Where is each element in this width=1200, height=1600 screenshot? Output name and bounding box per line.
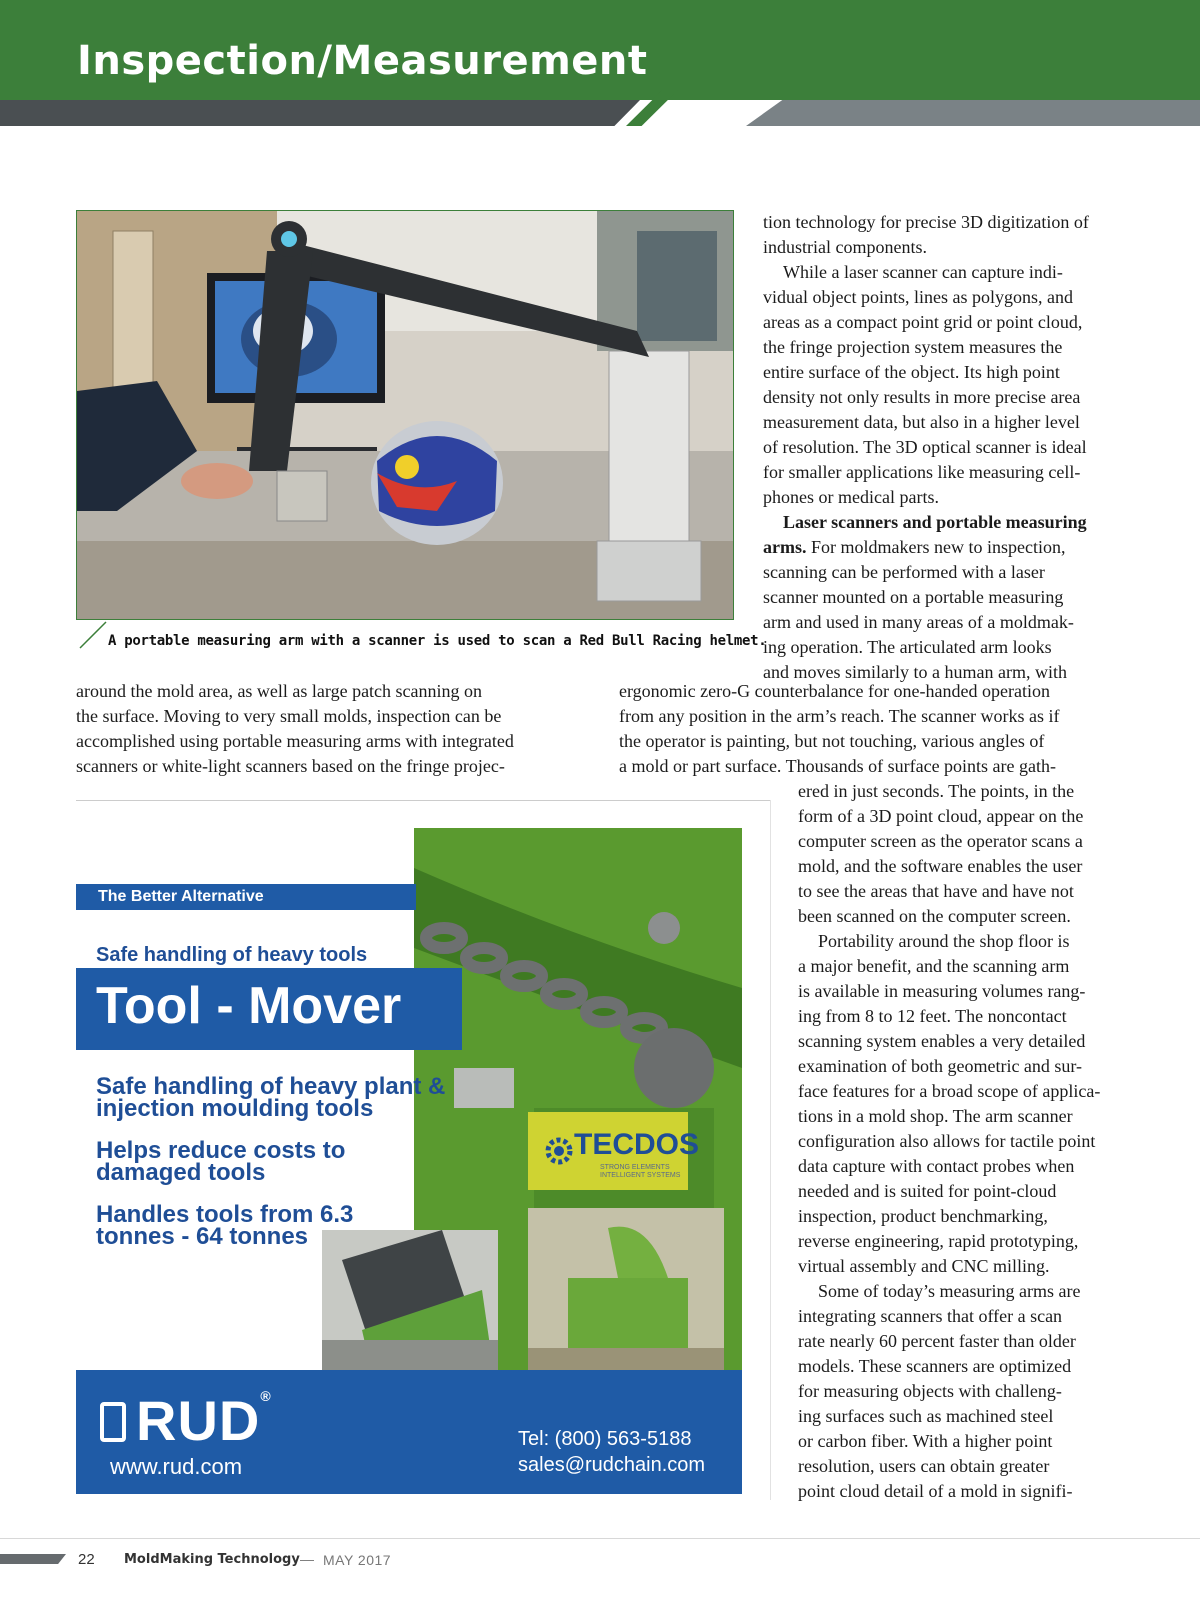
- publication-name: MoldMaking Technology: [124, 1552, 300, 1567]
- rud-brand-text: RUD: [136, 1389, 261, 1452]
- ad-phone[interactable]: Tel: (800) 563-5188: [518, 1428, 692, 1450]
- text-line: for measuring objects with challeng-: [798, 1381, 1062, 1401]
- text-line: computer screen as the operator scans a: [798, 831, 1083, 851]
- section-title: Inspection/Measurement: [77, 38, 648, 84]
- issue-date: MAY 2017: [323, 1552, 392, 1568]
- text-line: areas as a compact point grid or point cloud,: [763, 312, 1083, 332]
- text-line: scanner mounted on a portable measuring: [763, 587, 1064, 607]
- tecdos-tagline-line: STRONG ELEMENTS: [600, 1164, 670, 1171]
- footer-accent-bar: [0, 1554, 66, 1564]
- text-line: arm and used in many areas of a moldmak-: [763, 612, 1074, 632]
- text-line: rate nearly 60 percent faster than older: [798, 1331, 1076, 1351]
- text-line: industrial components.: [763, 237, 927, 257]
- ad-inset-photo-tool-mover: [528, 1208, 724, 1370]
- rud-chain-icon: [100, 1402, 126, 1442]
- text-line: the surface. Moving to very small molds, inspection can be: [76, 706, 502, 726]
- text-line: models. These scanners are optimized: [798, 1356, 1072, 1376]
- text-line: inspection, product benchmarking,: [798, 1206, 1048, 1226]
- ad-bullet-2: [96, 1137, 346, 1186]
- ad-bullet-line: tonnes - 64 tonnes: [96, 1223, 309, 1250]
- ad-bullet-line: Safe handling of heavy plant &: [96, 1073, 446, 1100]
- caption-slash-icon: [78, 620, 108, 650]
- text-line: ing from 8 to 12 feet. The noncontact: [798, 1006, 1067, 1026]
- left-column-mid: [76, 679, 514, 779]
- text-line: integrating scanners that offer a scan: [798, 1306, 1063, 1326]
- text-line: Portability around the shop floor is: [818, 931, 1070, 951]
- ad-tagline: The Better Alternative: [76, 884, 416, 910]
- photo-caption: A portable measuring arm with a scanner is used to scan a Red Bull Racing helmet.: [108, 633, 767, 649]
- text-line: accomplished using portable measuring arms with integrated: [76, 731, 514, 751]
- ad-bullet-line: damaged tools: [96, 1159, 266, 1186]
- text-line: Some of today’s measuring arms are: [818, 1281, 1081, 1301]
- text-line: ing operation. The articulated arm looks: [763, 637, 1052, 657]
- text-line: virtual assembly and CNC milling.: [798, 1256, 1050, 1276]
- text-line: ergonomic zero-G counterbalance for one-handed operation: [619, 681, 1050, 701]
- text-line: for smaller applications like measuring cell-: [763, 462, 1081, 482]
- subheading-line: [763, 510, 1089, 535]
- page-number: 22: [78, 1551, 95, 1568]
- ad-side-rule: [770, 800, 771, 1500]
- text-line: needed and is suited for point-cloud: [798, 1181, 1057, 1201]
- text-line: resolution, users can obtain greater: [798, 1456, 1050, 1476]
- text-line: a mold or part surface. Thousands of surface points are gath-: [619, 756, 1057, 776]
- text-line: tions in a mold shop. The arm scanner: [798, 1106, 1073, 1126]
- center-column-mid: [619, 679, 1060, 779]
- text-line: a major benefit, and the scanning arm: [798, 956, 1070, 976]
- text-line: form of a 3D point cloud, appear on the: [798, 806, 1084, 826]
- ad-inset-photo-tilted-mold: [322, 1230, 498, 1374]
- ad-bullet-3: [96, 1201, 354, 1250]
- subheading-bold: arms.: [763, 537, 807, 557]
- text-line: and moves similarly to a human arm, with: [763, 662, 1067, 682]
- ad-subtitle: Safe handling of heavy tools: [96, 944, 368, 966]
- header-gray-stripe: [746, 100, 1200, 126]
- text-line: examination of both geometric and sur-: [798, 1056, 1083, 1076]
- text-line: reverse engineering, rapid prototyping,: [798, 1231, 1079, 1251]
- text-line: vidual object points, lines as polygons, and: [763, 287, 1073, 307]
- text-line: mold, and the software enables the user: [798, 856, 1083, 876]
- gear-icon: [544, 1136, 574, 1166]
- rud-advertisement[interactable]: [76, 828, 742, 1494]
- text-line: face features for a broad scope of applica-: [798, 1081, 1101, 1101]
- rud-brand-logo: [100, 1388, 272, 1453]
- tecdos-tagline-line: INTELLIGENT SYSTEMS: [600, 1172, 681, 1179]
- tecdos-logo-text: TECDOS: [574, 1128, 700, 1161]
- text-line: density not only results in more precise area: [763, 387, 1081, 407]
- text-line: or carbon fiber. With a higher point: [798, 1431, 1053, 1451]
- header-dark-stripe: [0, 100, 640, 126]
- registered-mark: ®: [260, 1388, 272, 1404]
- text-line: to see the areas that have and have not: [798, 881, 1074, 901]
- text-line: entire surface of the object. Its high point: [763, 362, 1060, 382]
- ad-bullet-line: Helps reduce costs to: [96, 1137, 346, 1164]
- ad-bullet-line: Handles tools from 6.3: [96, 1201, 354, 1228]
- text-line: point cloud detail of a mold in signifi-: [798, 1481, 1073, 1501]
- text-line: scanning system enables a very detailed: [798, 1031, 1086, 1051]
- text-line: scanning can be performed with a laser: [763, 562, 1045, 582]
- text-line: scanners or white-light scanners based on the fringe projec-: [76, 756, 505, 776]
- text-line: from any position in the arm’s reach. The scanner works as if: [619, 706, 1060, 726]
- text-line: While a laser scanner can capture indi-: [783, 262, 1063, 282]
- text-line: phones or medical parts.: [763, 487, 939, 507]
- text-line: the operator is painting, but not touching, various angles of: [619, 731, 1045, 751]
- subheading-bold: Laser scanners and portable measuring: [783, 512, 1087, 532]
- text-line: been scanned on the computer screen.: [798, 906, 1071, 926]
- subheading-line: [763, 535, 1089, 560]
- text-line: tion technology for precise 3D digitization of: [763, 212, 1089, 232]
- ad-top-rule: [76, 800, 770, 801]
- text-line: of resolution. The 3D optical scanner is ideal: [763, 437, 1087, 457]
- right-column-bottom: [798, 779, 1100, 1504]
- text-line: ered in just seconds. The points, in the: [798, 781, 1075, 801]
- ad-email-link[interactable]: sales@rudchain.com: [518, 1454, 706, 1476]
- text-line: the fringe projection system measures the: [763, 337, 1063, 357]
- footer-rule: [0, 1538, 1200, 1539]
- footer-separator: —: [300, 1551, 314, 1567]
- text-line: is available in measuring volumes rang-: [798, 981, 1086, 1001]
- text-line: data capture with contact probes when: [798, 1156, 1075, 1176]
- text-line: configuration also allows for tactile point: [798, 1131, 1096, 1151]
- text-run: For moldmakers new to inspection,: [806, 537, 1066, 557]
- ad-bullet-line: injection moulding tools: [96, 1095, 374, 1122]
- text-line: measurement data, but also in a higher level: [763, 412, 1080, 432]
- ad-bullet-1: [96, 1073, 446, 1122]
- ad-website-link[interactable]: www.rud.com: [110, 1454, 243, 1479]
- tecdos-tagline: [600, 1164, 680, 1180]
- text-line: ing surfaces such as machined steel: [798, 1406, 1054, 1426]
- right-column-top: [763, 210, 1089, 685]
- text-line: around the mold area, as well as large patch scanning on: [76, 681, 483, 701]
- measuring-arm-photo: [76, 210, 734, 620]
- ad-title: Tool - Mover: [96, 977, 402, 1035]
